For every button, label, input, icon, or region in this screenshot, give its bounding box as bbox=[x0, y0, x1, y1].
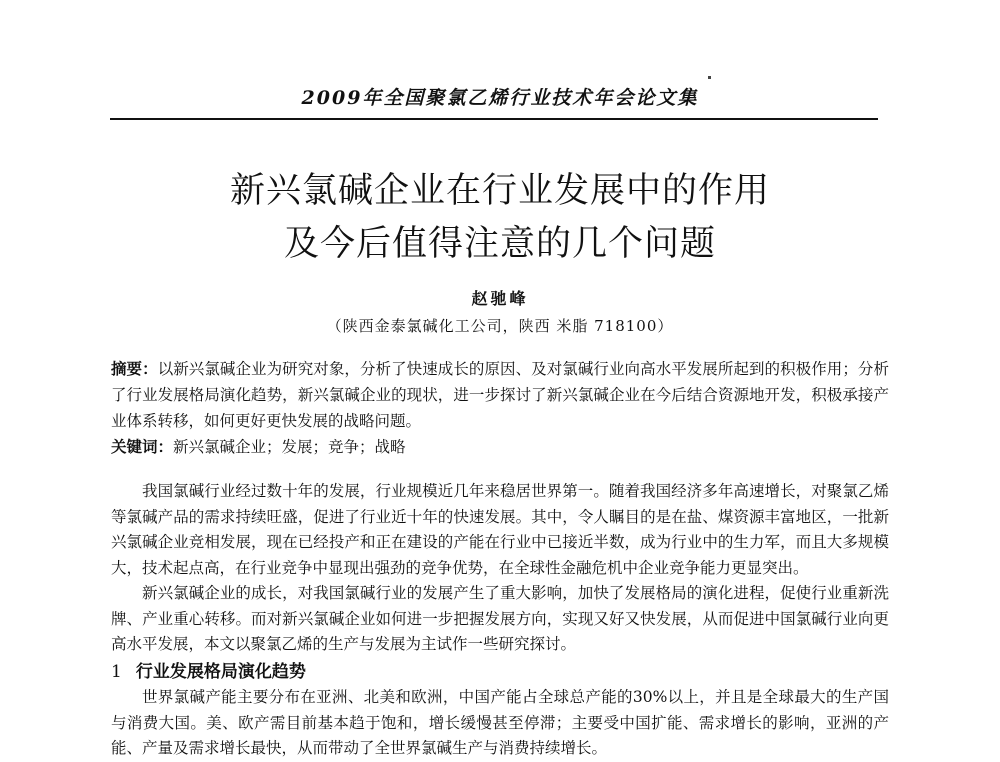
body-paragraph: 我国氯碱行业经过数十年的发展，行业规模近几年来稳居世界第一。随着我国经济多年高速增长，对聚氯乙烯等氯碱产品的需求持续旺盛，促进了行业近十年的快速发展。其中，令人瞩目的是在盐、煤资源丰富地区，一批新兴氯碱企业竞相发展，现在已经投产和正在建设的产能在行业中已接近半数，成为行业中的生力军，而且大多规模大，技术起点高，在行业竞争中显现出强劲的竞争优势，在全球性金融危机中企业竞争能力更显突出。 bbox=[111, 482, 889, 577]
running-head: 2009年全国聚氯乙烯行业技术年会论文集 bbox=[301, 87, 699, 109]
body-paragraph: 新兴氯碱企业的成长，对我国氯碱行业的发展产生了重大影响，加快了发展格局的演化进程，促使行业重新洗牌、产业重心转移。而对新兴氯碱企业如何进一步把握发展方向，实现又好又快发展，从而促进中国氯碱行业向更高水平发展，本文以聚氯乙烯的生产与发展为主试作一些研究探讨。 bbox=[111, 584, 889, 653]
abstract-block bbox=[111, 356, 889, 460]
scan-speck bbox=[708, 76, 711, 79]
section-heading bbox=[111, 660, 889, 686]
header-rule bbox=[110, 118, 878, 120]
body-paragraph: 世界氯碱产能主要分布在亚洲、北美和欧洲，中国产能占全球总产能的30%以上，并且是全球最大的生产国与消费大国。美、欧产需目前基本趋于饱和，增长缓慢甚至停滞；主要受中国扩能、需求增长的影响，亚洲的产能、产量及需求增长最快，从而带动了全世界氯碱生产与消费持续增长。 bbox=[111, 688, 889, 757]
abstract bbox=[111, 356, 889, 434]
keywords bbox=[111, 434, 889, 460]
author-affiliation: （陕西金泰氯碱化工公司，陕西 米脂 718100） bbox=[326, 317, 674, 335]
author-name: 赵驰峰 bbox=[471, 289, 529, 308]
section-title: 行业发展格局演化趋势 bbox=[135, 661, 306, 682]
article-title-line-1: 新兴氯碱企业在行业发展中的作用 bbox=[229, 171, 770, 211]
article-title-line-2: 及今后值得注意的几个问题 bbox=[283, 224, 716, 264]
abstract-text: 以新兴氯碱企业为研究对象，分析了快速成长的原因、及对氯碱行业向高水平发展所起到的积极作用；分析了行业发展格局演化趋势，新兴氯碱企业的现状，进一步探讨了新兴氯碱企业在今后结合资源地开发，积极承接产业体系转移，如何更好更快发展的战略问题。 bbox=[111, 360, 889, 430]
body-text bbox=[111, 479, 889, 762]
section-number: 1 bbox=[111, 661, 122, 682]
keywords-label: 关键词： bbox=[111, 437, 174, 456]
abstract-label: 摘要： bbox=[111, 359, 158, 378]
keywords-text: 新兴氯碱企业；发展；竞争；战略 bbox=[173, 438, 406, 456]
